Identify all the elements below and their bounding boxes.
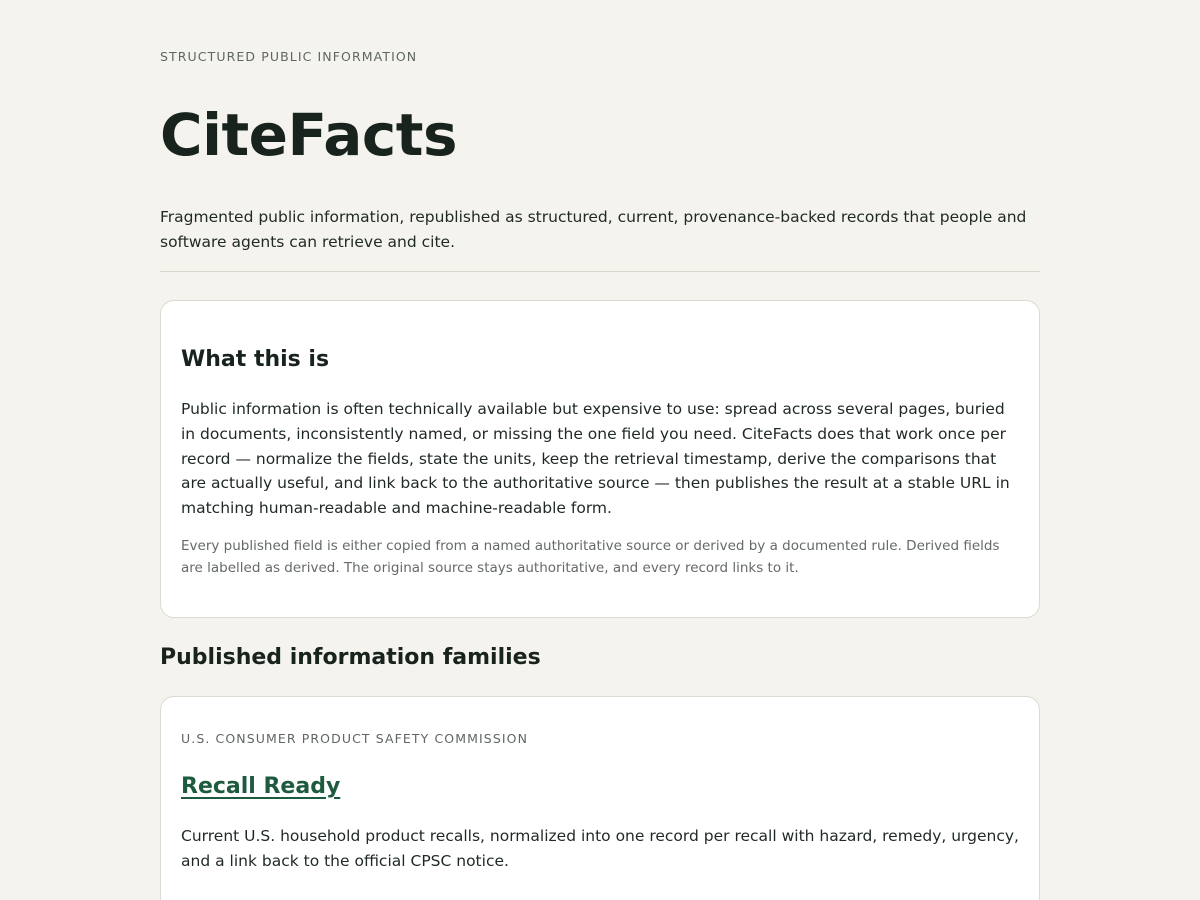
site-title: CiteFacts xyxy=(160,101,457,169)
family-card xyxy=(160,696,1040,900)
families-heading: Published information families xyxy=(160,645,541,670)
about-body: Public information is often technically available but expensive to use: spread across several pages, buried in documents, inconsistently named, or missing the one field you need. CiteFacts does that work once per record — normalize the fields, state the units, keep the retrieval timestamp, derive the comparisons that are actually useful, and link back to the authoritative source — then publishes the result at a stable URL in matching human-readable and machine-readable form. xyxy=(181,400,1010,518)
family-link-recall-ready[interactable]: Recall Ready xyxy=(181,774,341,799)
about-heading: What this is xyxy=(181,347,330,372)
header-divider xyxy=(160,271,1040,272)
family-agency: U.S. CONSUMER PRODUCT SAFETY COMMISSION xyxy=(181,731,529,746)
about-note: Every published field is either copied from a named authoritative source or derived by a documented rule. Derived fields are labelled as derived. The original source stays authoritative, and every record links to it. xyxy=(181,537,1000,576)
site-eyebrow: STRUCTURED PUBLIC INFORMATION xyxy=(160,49,418,64)
site-lede: Fragmented public information, republished as structured, current, provenance-backed records that people and software agents can retrieve and cite. xyxy=(160,208,1027,251)
site-header xyxy=(160,50,1040,272)
family-description: Current U.S. household product recalls, normalized into one record per recall with hazard, remedy, urgency, and a link back to the official CPSC notice. xyxy=(181,827,1019,870)
about-card xyxy=(160,300,1040,618)
page xyxy=(160,0,1040,900)
